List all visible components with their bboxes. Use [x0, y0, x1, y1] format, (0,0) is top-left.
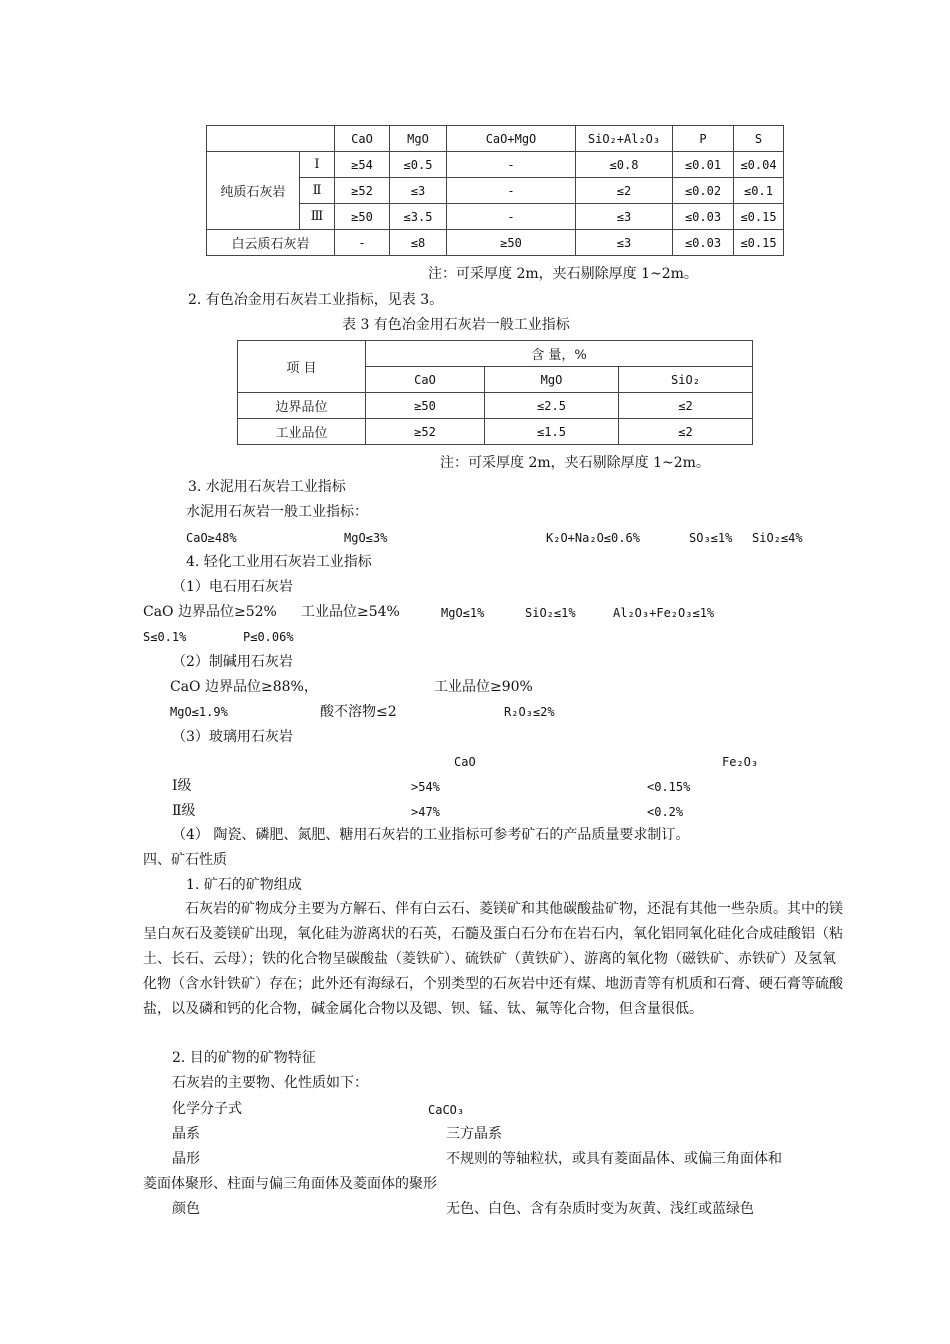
table-cell: ≥50 [447, 230, 576, 256]
table-cell: - [335, 230, 390, 256]
index-item: CaO 边界品位≥52% [143, 604, 277, 620]
header-cell: CaO [366, 367, 485, 393]
table-cell: ≤3 [576, 204, 673, 230]
table-cell: ≤0.8 [576, 152, 673, 178]
table-row [238, 393, 753, 419]
table-cell: - [447, 152, 576, 178]
column-header: CaO [454, 755, 476, 769]
table-cell: ≤3 [576, 230, 673, 256]
subsection-heading: （4） 陶瓷、磷肥、氮肥、糖用石灰岩的工业指标可参考矿石的产品质量要求制订。 [172, 827, 690, 843]
section-subtitle: 水泥用石灰岩一般工业指标： [186, 504, 368, 520]
index-item: MgO≤1% [441, 606, 485, 620]
index-item: SiO₂≤4% [752, 531, 803, 545]
section-heading: 2. 目的矿物的矿物特征 [172, 1050, 316, 1066]
corner-cell [207, 126, 335, 152]
property-value: CaCO₃ [428, 1103, 465, 1117]
table-cell: ≤2 [619, 419, 753, 445]
header-cell: SiO₂+Al₂O₃ [576, 126, 673, 152]
table-cell: ≤0.03 [673, 204, 734, 230]
grade-cell: Ⅱ [300, 178, 335, 204]
pure-limestone-table [206, 125, 784, 256]
index-item: P≤0.06% [243, 630, 294, 644]
grade-label: Ⅱ级 [172, 803, 196, 819]
index-item: K₂O+Na₂O≤0.6% [546, 531, 640, 545]
index-item: >47% [411, 805, 440, 819]
table-cell: - [447, 178, 576, 204]
section-heading: 1. 矿石的矿物组成 [186, 877, 302, 893]
index-item: 工业品位≥54% [301, 604, 400, 620]
table-note: 注：可采厚度 2m，夹石剔除厚度 1~2m。 [428, 266, 698, 282]
index-item: 酸不溶物≤2 [320, 704, 397, 720]
table-cell: ≥52 [366, 419, 485, 445]
subsection-heading: （1）电石用石灰岩 [172, 579, 293, 595]
index-item: CaO 边界品位≥88%， [170, 679, 318, 695]
table-cell: ≤2.5 [485, 393, 619, 419]
index-item: <0.15% [647, 780, 691, 794]
header-cell: S [734, 126, 784, 152]
index-item: MgO≤3% [344, 531, 388, 545]
group-label: 纯质石灰岩 [207, 152, 300, 230]
table-row [207, 230, 784, 256]
table-cell: ≤0.15 [734, 204, 784, 230]
property-name: 颜色 [172, 1201, 200, 1217]
table-cell: ≤0.02 [673, 178, 734, 204]
item-header: 项 目 [238, 341, 366, 393]
subsection-heading: （3）玻璃用石灰岩 [172, 729, 293, 745]
property-value: 三方晶系 [446, 1126, 502, 1142]
index-item: CaO≥48% [186, 531, 237, 545]
header-cell: CaO [335, 126, 390, 152]
table-cell: ≤0.1 [734, 178, 784, 204]
table-caption: 表 3 有色冶金用石灰岩一般工业指标 [342, 317, 570, 333]
grade-label: Ⅰ级 [172, 778, 192, 794]
index-item: >54% [411, 780, 440, 794]
header-cell: MgO [390, 126, 447, 152]
table-cell: ≤0.5 [390, 152, 447, 178]
property-value: 无色、白色、含有杂质时变为灰黄、浅红或蓝绿色 [446, 1201, 754, 1217]
header-cell: SiO₂ [619, 367, 753, 393]
section-intro: 石灰岩的主要物、化性质如下： [172, 1075, 368, 1091]
table-cell: ≥50 [366, 393, 485, 419]
index-item: SiO₂≤1% [525, 606, 576, 620]
table-cell: ≤2 [576, 178, 673, 204]
header-cell: P [673, 126, 734, 152]
table-cell: ≤0.15 [734, 230, 784, 256]
content-header: 含 量，% [366, 341, 753, 367]
index-item: Al₂O₃+Fe₂O₃≤1% [613, 606, 715, 620]
table-cell: ≤0.04 [734, 152, 784, 178]
property-value: 不规则的等轴粒状，或具有菱面晶体、或偏三角面体和 [446, 1151, 782, 1167]
index-item: SO₃≤1% [689, 531, 733, 545]
column-header: Fe₂O₃ [722, 755, 759, 769]
mineral-composition-paragraph: 石灰岩的矿物成分主要为方解石、伴有白云石、菱镁矿和其他碳酸盐矿物，还混有其他一些杂质。其中的镁呈白灰石及菱镁矿出现，氧化硅为游离状的石英，石髓及蛋白石分布在岩石内，氧化铝同氧化硅化合成硅酸铝（粘土、长石、云母）；铁的化合物呈碳酸盐（菱铁矿）、硫铁矿（黄铁矿）、游离的氧化物（磁铁矿、赤铁矿）及氢氧化物（含水针铁矿）存在；此外还有海绿石，个别类型的石灰岩中还有煤、地沥青等有机质和石膏、硬石膏等硫酸盐，以及磷和钙的化合物，碱金属化合物以及锶、钡、锰、钛、氟等化合物，但含量很低。 [143, 901, 843, 1017]
row-label: 工业品位 [238, 419, 366, 445]
index-item: <0.2% [647, 805, 684, 819]
table-cell: ≤0.01 [673, 152, 734, 178]
table-cell: ≥52 [335, 178, 390, 204]
table-row [238, 419, 753, 445]
property-name: 晶形 [172, 1151, 200, 1167]
table-cell: ≤1.5 [485, 419, 619, 445]
table-cell: - [447, 204, 576, 230]
table-cell: ≤3 [390, 178, 447, 204]
header-cell: CaO+MgO [447, 126, 576, 152]
dolomite-label: 白云质石灰岩 [207, 230, 335, 256]
table-header-row [238, 341, 753, 367]
table-cell: ≤2 [619, 393, 753, 419]
chapter-heading: 四、矿石性质 [143, 852, 227, 868]
table-cell: ≤8 [390, 230, 447, 256]
index-item: 工业品位≥90% [434, 679, 533, 695]
section-heading: 2. 有色冶金用石灰岩工业指标，见表 3。 [188, 292, 444, 308]
table-cell: ≤0.03 [673, 230, 734, 256]
table-row [207, 152, 784, 178]
index-item: S≤0.1% [143, 630, 187, 644]
table-header-row [207, 126, 784, 152]
grade-cell: Ⅰ [300, 152, 335, 178]
index-item: R₂O₃≤2% [504, 705, 555, 719]
index-item: MgO≤1.9% [170, 705, 228, 719]
property-name: 晶系 [172, 1126, 200, 1142]
row-label: 边界品位 [238, 393, 366, 419]
property-name: 化学分子式 [172, 1101, 242, 1117]
grade-cell: Ⅲ [300, 204, 335, 230]
property-continuation: 菱面体聚形、柱面与偏三角面体及菱面体的聚形 [143, 1176, 437, 1192]
header-cell: MgO [485, 367, 619, 393]
section-heading: 3. 水泥用石灰岩工业指标 [188, 479, 346, 495]
table-note: 注：可采厚度 2m，夹石剔除厚度 1~2m。 [440, 455, 710, 471]
nonferrous-limestone-table [237, 340, 753, 445]
table-cell: ≥54 [335, 152, 390, 178]
section-heading: 4. 轻化工业用石灰岩工业指标 [186, 554, 372, 570]
table-cell: ≥50 [335, 204, 390, 230]
table-cell: ≤3.5 [390, 204, 447, 230]
subsection-heading: （2）制碱用石灰岩 [172, 654, 293, 670]
